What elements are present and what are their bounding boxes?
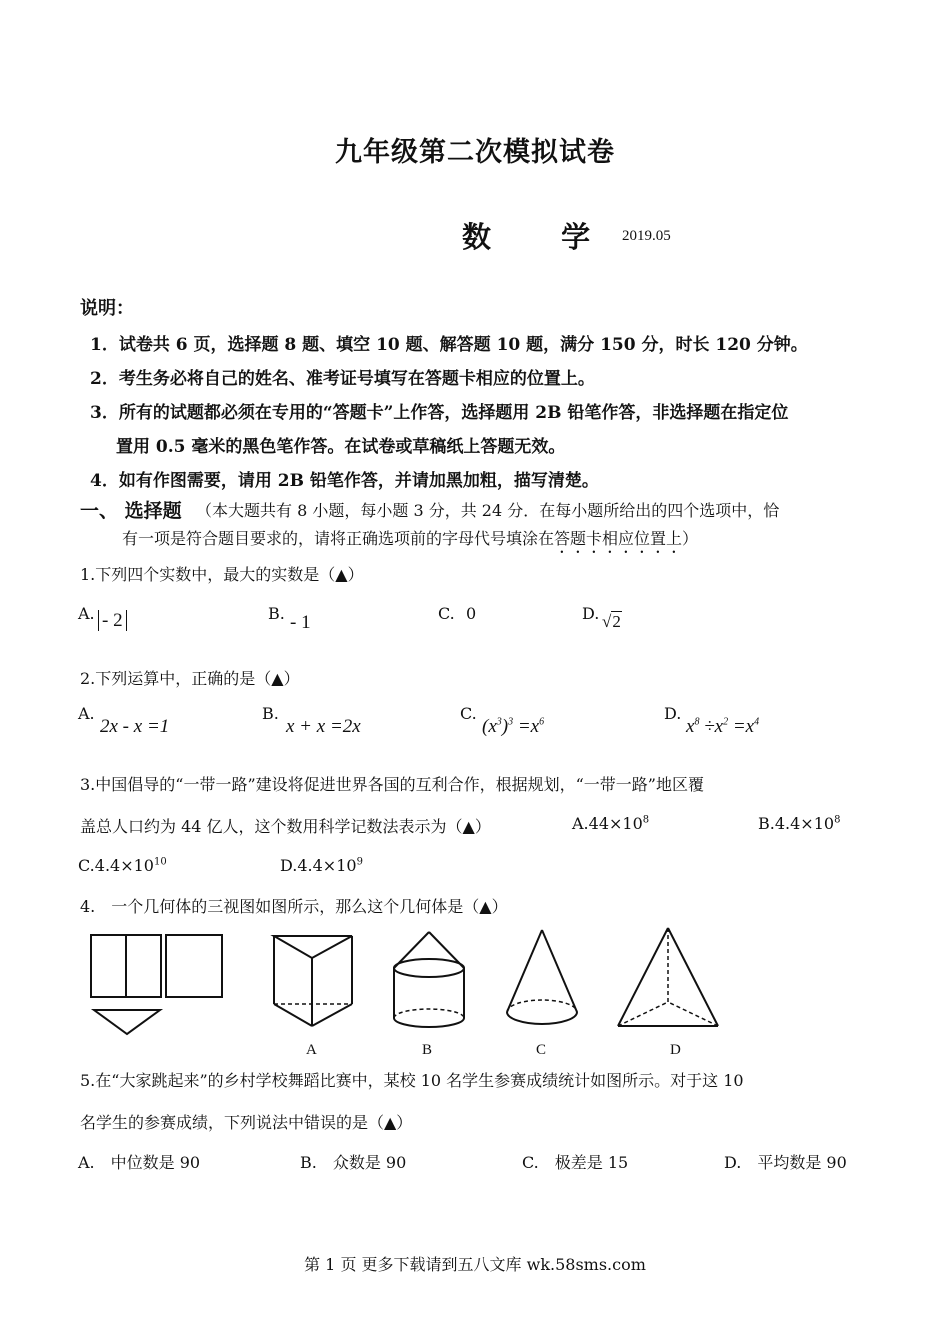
- note-item: 1．试卷共 6 页，选择题 8 题、填空 10 题、解答题 10 题，满分 150 分，时长 120 分钟。: [90, 335, 808, 355]
- note-item: 2．考生务必将自己的姓名、准考证号填写在答题卡相应的位置上。: [90, 369, 595, 389]
- note-item: 置用 0.5 毫米的黑色笔作答。在试卷或草稿纸上答题无效。: [116, 437, 566, 457]
- top-view: [94, 1010, 160, 1034]
- q5-option-a: A. 中位数是 90: [78, 1153, 201, 1172]
- subject-title: 数 学: [462, 220, 621, 254]
- figure-label-d: D: [670, 1042, 681, 1058]
- q1-option-a-value: - 2: [98, 610, 127, 632]
- q3-option-b: $B.4.4\times 10^8$: [758, 814, 841, 833]
- solid-a-prism: [270, 932, 358, 1032]
- three-view-figure: [88, 932, 228, 1042]
- section-note-line1: （本大题共有 8 小题，每小题 3 分，共 24 分．在每小题所给出的四个选项中，恰: [196, 501, 780, 520]
- q2-option-c-label: C.: [460, 704, 477, 723]
- q3-option-d: $D.4.4\times 10^9$: [280, 856, 363, 875]
- q2-option-d-expr: $x^8 \div x^2 =x^4$: [686, 716, 760, 737]
- question-1-stem: 1.下列四个实数中，最大的实数是（▲）: [80, 565, 364, 584]
- figure-label-c: C: [536, 1042, 547, 1058]
- q5-option-d: D. 平均数是 90: [724, 1153, 847, 1172]
- question-5-line2: 名学生的参赛成绩，下列说法中错误的是（▲）: [80, 1113, 413, 1132]
- question-2-stem: 2.下列运算中，正确的是（▲）: [80, 669, 300, 688]
- section-note-close: ）: [682, 529, 699, 548]
- solid-b-cone-cylinder: [388, 930, 470, 1032]
- section-note-text: 有一项是符合题目要求的，请将正确选项前的字母代号填涂在: [122, 529, 555, 548]
- q5-option-c: C. 极差是 15: [522, 1153, 629, 1172]
- section-note-line2: [122, 526, 698, 557]
- q1-option-c-label: C.: [438, 604, 455, 623]
- page-footer: 第 1 页 更多下载请到五八文库 wk.58sms.com: [304, 1255, 646, 1274]
- section-title: 一、 选择题: [80, 500, 182, 522]
- q1-option-d-value: √2: [602, 612, 621, 631]
- notes-heading: 说明：: [80, 298, 134, 319]
- section-note-emphasis: 答题卡相应位置上: [554, 529, 683, 548]
- side-view: [166, 935, 222, 997]
- note-item: 4．如有作图需要，请用 2B 铅笔作答，并请加黑加粗，描写清楚。: [90, 471, 599, 491]
- q2-option-c-expr: $(x^3)^3 =x^6$: [482, 716, 545, 737]
- question-4-stem: 4. 一个几何体的三视图如图所示，那么这个几何体是（▲）: [80, 897, 508, 916]
- q3-option-c: $C.4.4\times 10^{10}$: [78, 856, 167, 875]
- q1-option-c-value: 0: [466, 604, 477, 623]
- exam-date: 2019.05: [622, 228, 671, 244]
- q1-option-d-label: D.: [582, 604, 600, 623]
- q5-option-b: B. 众数是 90: [300, 1153, 407, 1172]
- q1-option-b-label: B.: [268, 604, 285, 623]
- q1-option-a-label: A.: [78, 604, 95, 623]
- question-5-line1: 5.在“大家跳起来”的乡村学校舞蹈比赛中，某校 10 名学生参赛成绩统计如图所示。对于这 10: [80, 1071, 744, 1090]
- q3-option-a: $A.44\times 10^8$: [572, 814, 650, 833]
- note-item: 3．所有的试题都必须在专用的“答题卡”上作答，选择题用 2B 铅笔作答，非选择题在指定位: [90, 403, 789, 423]
- figure-label-a: A: [306, 1042, 317, 1058]
- figure-label-b: B: [422, 1042, 433, 1058]
- section-heading: [80, 496, 182, 523]
- q2-option-b-expr: x + x =2x: [286, 716, 361, 737]
- q2-option-b-label: B.: [262, 704, 279, 723]
- sqrt-sign: √: [602, 612, 612, 631]
- q2-option-d-label: D.: [664, 704, 682, 723]
- solid-c-cone: [502, 928, 582, 1032]
- question-3-line2: 盖总人口约为 44 亿人，这个数用科学记数法表示为（▲）: [80, 817, 491, 836]
- q2-option-a-label: A.: [78, 704, 95, 723]
- page-title: 九年级第二次模拟试卷: [335, 137, 615, 168]
- q2-option-a-expr: 2x - x =1: [100, 716, 170, 737]
- question-3-line1: 3.中国倡导的“一带一路”建设将促进世界各国的互利合作，根据规划，“一带一路”地区覆: [80, 775, 704, 794]
- q1-option-b-value: - 1: [290, 612, 311, 633]
- solid-d-pyramid: [614, 926, 722, 1032]
